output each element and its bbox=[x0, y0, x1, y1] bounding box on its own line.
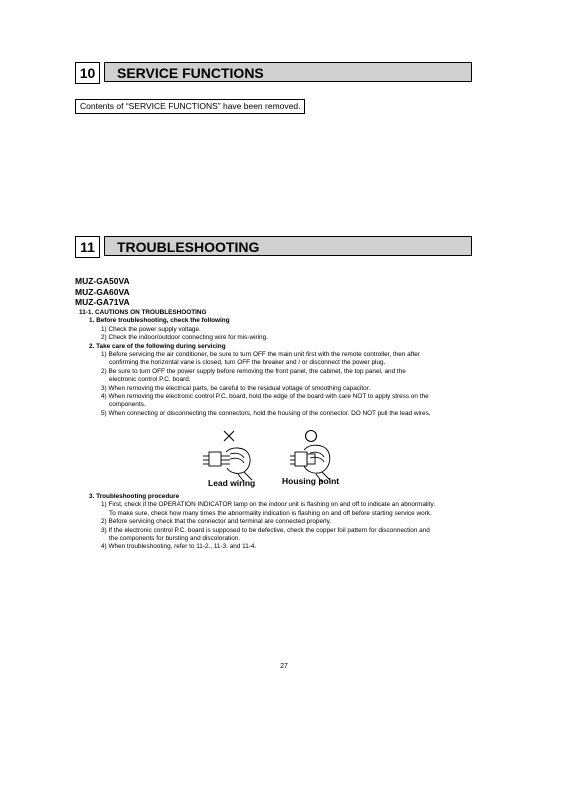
lead-wiring-hand-icon bbox=[203, 448, 252, 482]
model-name: MUZ-GA60VA bbox=[75, 286, 130, 297]
list-item: 1) First, check if the OPERATION INDICATOR lamp on the indoor unit is flashing on and off to indicate an abnormality. bbox=[101, 501, 435, 509]
list-item: 5) When connecting or disconnecting the connectors, hold the housing of the connector. DO NOT pull the lead wires. bbox=[101, 409, 431, 417]
wrong-mark-icon bbox=[224, 431, 234, 441]
list-item-continuation: components. bbox=[109, 401, 146, 409]
list-item: 3) When removing the electrical parts, be careful to the residual voltage of smoothing capacitor. bbox=[101, 384, 371, 392]
cautions-block bbox=[75, 309, 485, 418]
subsection-title: 2. Take care of the following during servicing bbox=[89, 342, 226, 350]
housing-point-label: Housing point bbox=[282, 476, 340, 486]
list-item-continuation: electronic control P.C. board. bbox=[109, 376, 191, 384]
list-item: 2) Be sure to turn OFF the power supply before removing the front panel, the cabinet, the top panel, and the bbox=[101, 367, 406, 375]
list-item: 4) When removing the electronic control P.C. board, hold the edge of the board with care NOT to apply stress on the bbox=[101, 393, 429, 401]
subsection-title: 1. Before troubleshooting, check the following bbox=[89, 317, 230, 325]
list-item: 4) When troubleshooting, refer to 11-2., 11-3. and 11-4. bbox=[101, 543, 257, 551]
section-10-header bbox=[75, 62, 472, 84]
removed-notice: Contents of “SERVICE FUNCTIONS” have been removed. bbox=[75, 99, 305, 114]
section-number: 10 bbox=[75, 62, 100, 84]
section-title: TROUBLESHOOTING bbox=[104, 236, 472, 256]
lead-wiring-label: Lead wiring bbox=[208, 478, 256, 488]
procedure-block bbox=[75, 493, 485, 552]
model-name: MUZ-GA71VA bbox=[75, 297, 130, 307]
list-item: 2) Before servicing check that the connector and terminal are connected properly. bbox=[101, 518, 332, 526]
correct-mark-icon bbox=[306, 431, 317, 442]
subsection-title: 3. Troubleshooting procedure bbox=[89, 493, 180, 500]
model-name: MUZ-GA50VA bbox=[75, 276, 130, 286]
list-item: 1) Before servicing the air conditioner, be sure to turn OFF the main unit first with the remote controller, then after bbox=[101, 351, 420, 359]
section-number: 11 bbox=[75, 236, 100, 258]
list-item: 1) Check the power supply voltage. bbox=[101, 325, 201, 333]
model-list bbox=[75, 276, 130, 308]
section-11-header bbox=[75, 236, 472, 258]
list-item-continuation: confirming the horizontal vane is closed, turn OFF the breaker and / or disconnect the power plug. bbox=[109, 359, 386, 367]
page-number: 27 bbox=[280, 663, 288, 670]
connector-figure bbox=[200, 428, 370, 490]
list-item: 3) If the electronic control P.C. board is supposed to be defective, check the copper foil pattern for disconnection and bbox=[101, 526, 430, 534]
list-item-continuation: To make sure, check how many times the abnormality indication is flashing on and off before starting service work. bbox=[109, 509, 432, 517]
list-item-continuation: the components for bursting and discoloration. bbox=[109, 535, 241, 543]
list-item: 2) Check the indoor/outdoor connecting wire for mis-wiring. bbox=[101, 334, 268, 342]
section-title: SERVICE FUNCTIONS bbox=[104, 62, 472, 82]
cautions-heading: 11-1. CAUTIONS ON TROUBLESHOOTING bbox=[79, 309, 207, 316]
